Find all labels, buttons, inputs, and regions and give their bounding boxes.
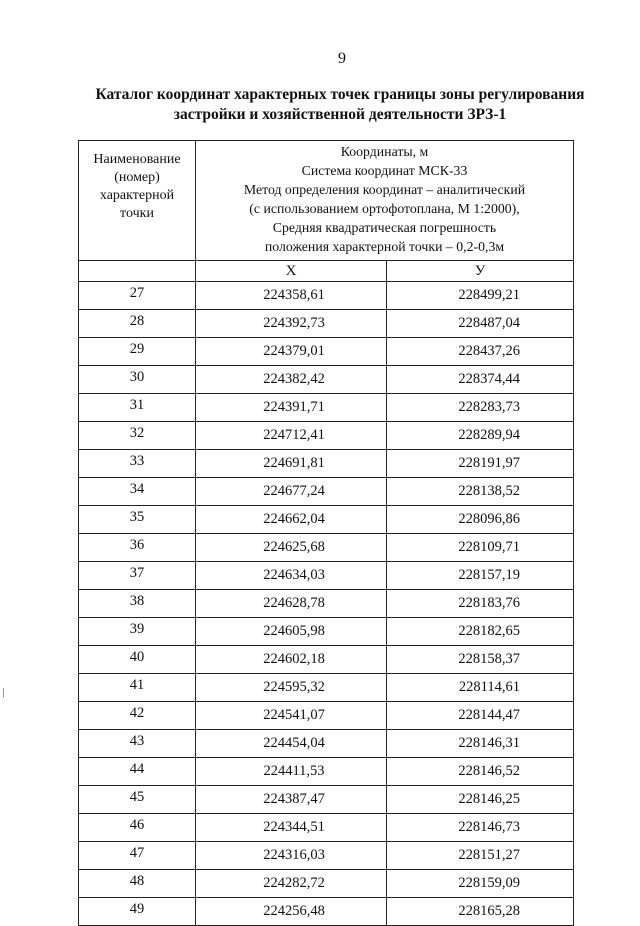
- header-coordinates: [196, 141, 574, 261]
- table-row: [79, 786, 574, 814]
- y-coordinate-cell: 228138,52: [387, 478, 574, 506]
- point-number-cell: 34: [79, 478, 196, 506]
- table-row: [79, 646, 574, 674]
- y-coordinate-cell: 228146,73: [387, 814, 574, 842]
- page-number: 9: [338, 50, 346, 67]
- table-row: [79, 814, 574, 842]
- table-row: [79, 898, 574, 926]
- point-number-cell: 33: [79, 450, 196, 478]
- point-number-cell: 49: [79, 898, 196, 926]
- y-coordinate-cell: 228183,76: [387, 590, 574, 618]
- x-coordinate-cell: 224411,53: [196, 758, 387, 786]
- header-point-name-line: характерной: [99, 188, 175, 203]
- header-point-name: [79, 141, 196, 261]
- header-coordinates-line: (с использованием ортофотоплана, М 1:2000),: [249, 201, 520, 216]
- header-coordinates-line: Система координат МСК-33: [301, 163, 468, 178]
- y-coordinate-cell: 228096,86: [387, 506, 574, 534]
- point-number-cell: 37: [79, 562, 196, 590]
- header-y: У: [387, 261, 574, 282]
- header-coordinates-line: положения характерной точки – 0,2-0,3м: [264, 239, 505, 254]
- y-coordinate-cell: 228146,31: [387, 730, 574, 758]
- point-number-cell: 28: [79, 310, 196, 338]
- point-number-cell: 41: [79, 674, 196, 702]
- table-row: [79, 870, 574, 898]
- x-coordinate-cell: 224541,07: [196, 702, 387, 730]
- x-coordinate-cell: 224628,78: [196, 590, 387, 618]
- coordinates-table: [78, 140, 574, 926]
- point-number-cell: 31: [79, 394, 196, 422]
- y-coordinate-cell: 228165,28: [387, 898, 574, 926]
- header-point-name-line: точки: [120, 206, 154, 221]
- x-coordinate-cell: 224605,98: [196, 618, 387, 646]
- point-number-cell: 44: [79, 758, 196, 786]
- header-blank-cell: [79, 261, 196, 282]
- x-coordinate-cell: 224595,32: [196, 674, 387, 702]
- point-number-cell: 29: [79, 338, 196, 366]
- table-row: [79, 618, 574, 646]
- y-coordinate-cell: 228499,21: [387, 282, 574, 310]
- x-coordinate-cell: 224454,04: [196, 730, 387, 758]
- header-x: X: [196, 261, 387, 282]
- table-row: [79, 478, 574, 506]
- header-coordinates-line: Метод определения координат – аналитический: [243, 182, 526, 197]
- y-coordinate-cell: 228182,65: [387, 618, 574, 646]
- point-number-cell: 45: [79, 786, 196, 814]
- point-number-cell: 35: [79, 506, 196, 534]
- table-row: [79, 506, 574, 534]
- x-coordinate-cell: 224391,71: [196, 394, 387, 422]
- table-body: [79, 282, 574, 926]
- table-row: [79, 450, 574, 478]
- x-coordinate-cell: 224256,48: [196, 898, 387, 926]
- y-coordinate-cell: 228191,97: [387, 450, 574, 478]
- y-coordinate-cell: 228283,73: [387, 394, 574, 422]
- header-point-name-line: Наименование: [93, 152, 181, 167]
- point-number-cell: 36: [79, 534, 196, 562]
- x-coordinate-cell: 224712,41: [196, 422, 387, 450]
- y-coordinate-cell: 228487,04: [387, 310, 574, 338]
- y-coordinate-cell: 228158,37: [387, 646, 574, 674]
- x-coordinate-cell: 224387,47: [196, 786, 387, 814]
- table-row: [79, 282, 574, 310]
- title-line-2: застройки и хозяйственной деятельности ЗРЗ-1: [173, 106, 507, 123]
- table-row: [79, 730, 574, 758]
- y-coordinate-cell: 228151,27: [387, 842, 574, 870]
- y-coordinate-cell: 228109,71: [387, 534, 574, 562]
- y-coordinate-cell: 228114,61: [387, 674, 574, 702]
- y-coordinate-cell: 228159,09: [387, 870, 574, 898]
- y-coordinate-cell: 228146,25: [387, 786, 574, 814]
- y-coordinate-cell: 228437,26: [387, 338, 574, 366]
- table-row: [79, 590, 574, 618]
- table-axis-row: [79, 261, 574, 282]
- x-coordinate-cell: 224382,42: [196, 366, 387, 394]
- table-row: [79, 422, 574, 450]
- y-coordinate-cell: 228146,52: [387, 758, 574, 786]
- point-number-cell: 43: [79, 730, 196, 758]
- table-row: [79, 366, 574, 394]
- table-row: [79, 310, 574, 338]
- table-row: [79, 534, 574, 562]
- table-row: [79, 674, 574, 702]
- y-coordinate-cell: 228157,19: [387, 562, 574, 590]
- header-coordinates-line: Средняя квадратическая погрешность: [272, 220, 497, 235]
- x-coordinate-cell: 224691,81: [196, 450, 387, 478]
- point-number-cell: 38: [79, 590, 196, 618]
- x-coordinate-cell: 224634,03: [196, 562, 387, 590]
- point-number-cell: 27: [79, 282, 196, 310]
- scan-edge-mark: [3, 688, 4, 698]
- header-point-name-line: (номер): [114, 170, 160, 185]
- table-row: [79, 842, 574, 870]
- x-coordinate-cell: 224662,04: [196, 506, 387, 534]
- header-coordinates-line: Координаты, м: [340, 144, 429, 159]
- x-coordinate-cell: 224602,18: [196, 646, 387, 674]
- point-number-cell: 40: [79, 646, 196, 674]
- table-row: [79, 758, 574, 786]
- x-coordinate-cell: 224625,68: [196, 534, 387, 562]
- point-number-cell: 32: [79, 422, 196, 450]
- y-coordinate-cell: 228144,47: [387, 702, 574, 730]
- y-coordinate-cell: 228374,44: [387, 366, 574, 394]
- table-row: [79, 338, 574, 366]
- x-coordinate-cell: 224316,03: [196, 842, 387, 870]
- x-coordinate-cell: 224379,01: [196, 338, 387, 366]
- table-row: [79, 394, 574, 422]
- point-number-cell: 39: [79, 618, 196, 646]
- x-coordinate-cell: 224358,61: [196, 282, 387, 310]
- x-coordinate-cell: 224392,73: [196, 310, 387, 338]
- x-coordinate-cell: 224677,24: [196, 478, 387, 506]
- title-line-1: Каталог координат характерных точек границы зоны регулирования: [95, 86, 585, 103]
- x-coordinate-cell: 224282,72: [196, 870, 387, 898]
- x-coordinate-cell: 224344,51: [196, 814, 387, 842]
- point-number-cell: 47: [79, 842, 196, 870]
- point-number-cell: 48: [79, 870, 196, 898]
- page-title: [80, 85, 600, 125]
- y-coordinate-cell: 228289,94: [387, 422, 574, 450]
- table-row: [79, 702, 574, 730]
- table-header-row: [79, 141, 574, 261]
- table-row: [79, 562, 574, 590]
- point-number-cell: 46: [79, 814, 196, 842]
- point-number-cell: 42: [79, 702, 196, 730]
- point-number-cell: 30: [79, 366, 196, 394]
